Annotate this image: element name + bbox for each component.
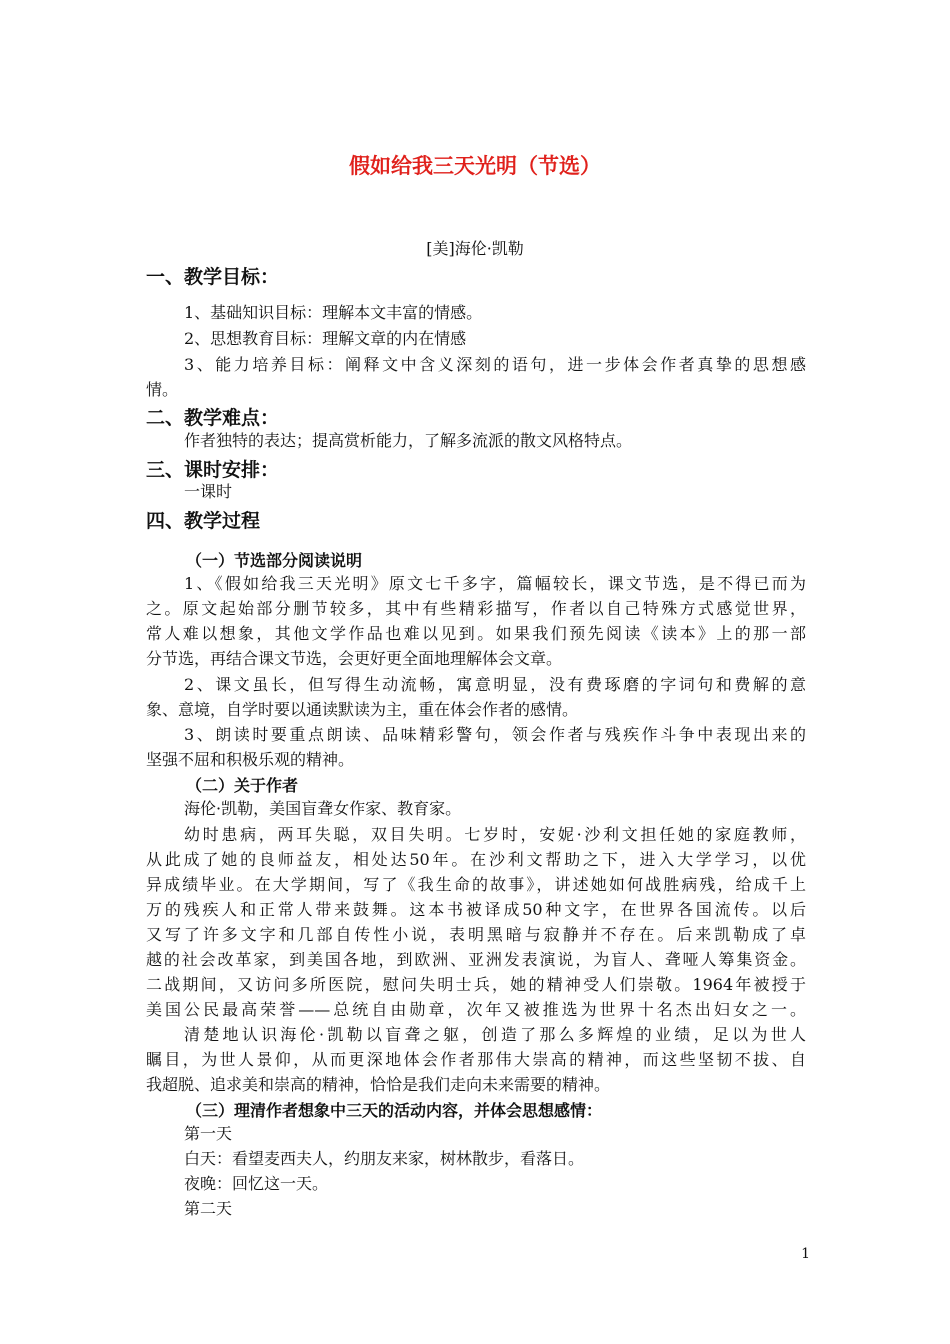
reading-line: 之。原文起始部分删节较多，其中有些精彩描写，作者以自己特殊方式感觉世界， — [146, 599, 806, 618]
subsection-heading-three-days: （三）理清作者想象中三天的活动内容，并体会思想感情： — [186, 1101, 603, 1120]
subsection-heading-reading: （一）节选部分阅读说明 — [186, 551, 363, 570]
objective-item: 2、思想教育目标：理解文章的内在情感 — [184, 329, 467, 348]
author-bio-line: 美国公民最高荣誉——总统自由勋章，次年又被推选为世界十名杰出妇女之一。 — [146, 1000, 806, 1019]
section-heading-process: 四、教学过程 — [146, 510, 261, 532]
reading-line: 2、课文虽长，但写得生动流畅，寓意明显，没有费琢磨的字词句和费解的意 — [184, 675, 806, 694]
author-line: [美]海伦·凯勒 — [426, 239, 524, 258]
author-bio-line: 万的残疾人和正常人带来鼓舞。这本书被译成50种文字，在世界各国流传。以后 — [146, 900, 806, 919]
document-title: 假如给我三天光明（节选） — [349, 154, 601, 178]
objective-item: 3、能力培养目标：阐释文中含义深刻的语句，进一步体会作者真挚的思想感 — [184, 355, 806, 374]
reading-line: 坚强不屈和积极乐观的精神。 — [146, 750, 355, 769]
section-heading-schedule: 三、课时安排： — [146, 459, 280, 481]
reading-line: 象、意境，自学时要以通读默读为主，重在体会作者的感情。 — [146, 700, 579, 719]
author-bio-line: 二战期间，又访问多所医院，慰问失明士兵，她的精神受人们崇敬。1964年被授于 — [146, 975, 806, 994]
author-bio-line: 幼时患病，两耳失聪，双目失明。七岁时，安妮·沙利文担任她的家庭教师， — [184, 825, 806, 844]
author-bio-line: 异成绩毕业。在大学期间，写了《我生命的故事》，讲述她如何战胜病残，给成千上 — [146, 875, 806, 894]
objective-item: 1、基础知识目标：理解本文丰富的情感。 — [184, 303, 483, 322]
author-bio-line: 又写了许多文字和几部自传性小说，表明黑暗与寂静并不存在。后来凯勒成了卓 — [146, 925, 806, 944]
author-bio-line: 海伦·凯勒，美国盲聋女作家、教育家。 — [184, 799, 462, 818]
reading-line: 1、《假如给我三天光明》原文七千多字，篇幅较长，课文节选，是不得已而为 — [184, 574, 806, 593]
section-heading-objectives: 一、教学目标： — [146, 266, 280, 288]
objective-item-continued: 情。 — [146, 380, 179, 399]
difficulties-text: 作者独特的表达；提高赏析能力，了解多流派的散文风格特点。 — [184, 431, 633, 450]
day-line: 第二天 — [184, 1199, 233, 1218]
author-bio-line: 瞩目，为世人景仰，从而更深地体会作者那伟大崇高的精神，而这些坚韧不拔、自 — [146, 1050, 806, 1069]
author-bio-line: 越的社会改革家，到美国各地，到欧洲、亚洲发表演说，为盲人、聋哑人筹集资金。 — [146, 950, 806, 969]
subsection-heading-author: （二）关于作者 — [186, 776, 299, 795]
author-bio-line: 从此成了她的良师益友，相处达50年。在沙利文帮助之下，进入大学学习，以优 — [146, 850, 806, 869]
section-heading-difficulties: 二、教学难点： — [146, 407, 280, 429]
day-line: 第一天 — [184, 1124, 233, 1143]
author-bio-line: 清楚地认识海伦·凯勒以盲聋之躯，创造了那么多辉煌的业绩，足以为世人 — [184, 1025, 806, 1044]
author-bio-line: 我超脱、追求美和崇高的精神，恰恰是我们走向未来需要的精神。 — [146, 1075, 611, 1094]
page-number: 1 — [801, 1246, 810, 1262]
reading-line: 3、朗读时要重点朗读、品味精彩警句，领会作者与残疾作斗争中表现出来的 — [184, 725, 806, 744]
reading-line: 分节选，再结合课文节选，会更好更全面地理解体会文章。 — [146, 649, 563, 668]
reading-line: 常人难以想象，其他文学作品也难以见到。如果我们预先阅读《读本》上的那一部 — [146, 624, 806, 643]
schedule-text: 一课时 — [184, 482, 233, 501]
day-line: 白天：看望麦西夫人，约朋友来家，树林散步，看落日。 — [184, 1149, 585, 1168]
day-line: 夜晚：回忆这一天。 — [184, 1174, 329, 1193]
